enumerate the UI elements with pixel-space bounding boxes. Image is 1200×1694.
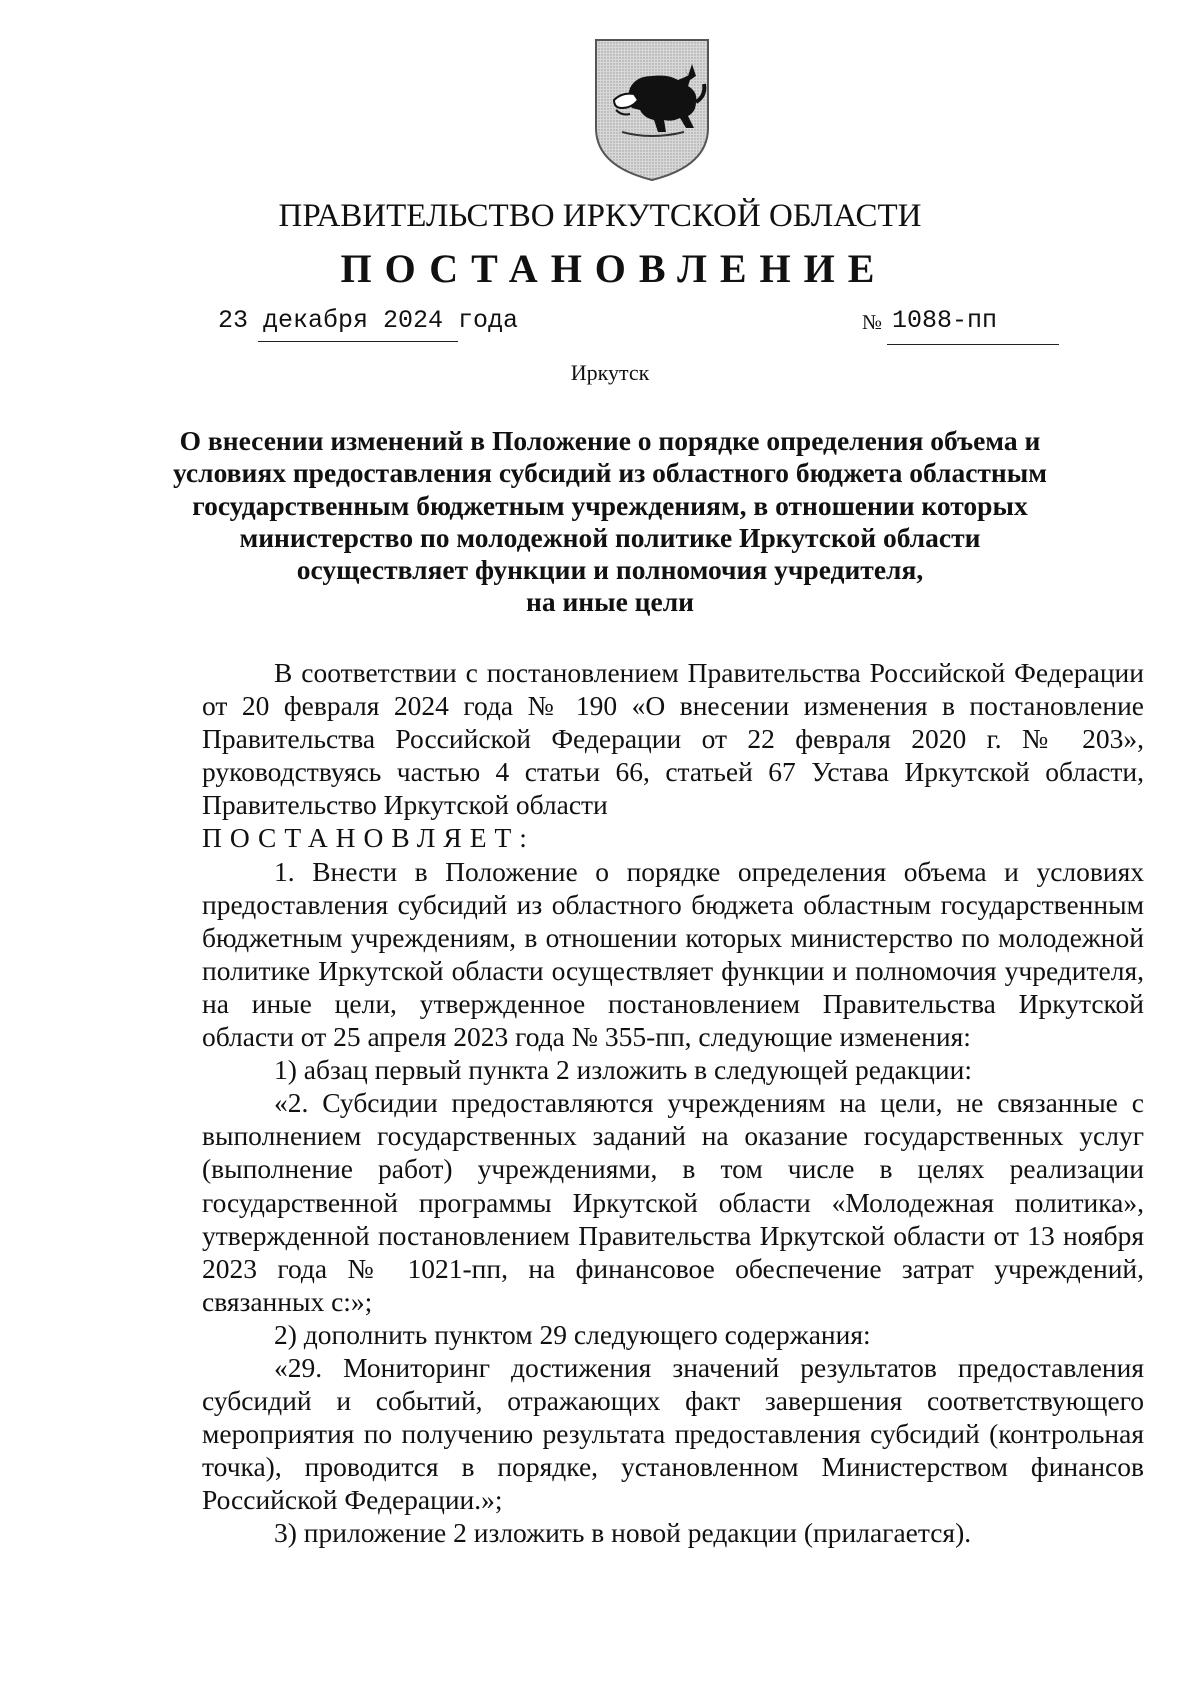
document-date: 23 декабря 2024 года <box>218 306 519 335</box>
item-1-paragraph: 1. Внести в Положение о порядке определения объема и условиях предоставления субсидий из областного бюджета областным государственным бюджетным учреждениям, в отношении которых министерство по молодежной политике Иркутской области осуществляет функции и полномочия учредителя, на иные цели, утвержденное постановлением Правительства Иркутской области от 25 апреля 2023 года № 355-пп, следующие изменения: <box>202 855 1144 1053</box>
title-line: О внесении изменений в Положение о порядке определения объема и <box>179 425 1041 456</box>
document-title <box>150 425 1070 619</box>
subitem-2-text-paragraph: «29. Мониторинг достижения значений результатов предоставления субсидий и событий, отражающих факт завершения соответствующего мероприятия по получению результата предоставления субсидий (контрольная точка), проводится в порядке, установленном Министерством финансов Российской Федерации.»; <box>202 1351 1144 1516</box>
document-number-block <box>862 306 997 337</box>
title-line: на иные цели <box>525 586 695 618</box>
subitem-2-paragraph: 2) дополнить пунктом 29 следующего содержания: <box>274 1318 871 1350</box>
document-type: ПОСТАНОВЛЕНИЕ <box>340 246 888 291</box>
government-name: ПРАВИТЕЛЬСТВО ИРКУТСКОЙ ОБЛАСТИ <box>278 198 922 234</box>
document-number: 1088-пп <box>892 306 998 335</box>
title-line: условиях предоставления субсидий из областного бюджета областным <box>173 457 1047 489</box>
title-line: государственным бюджетным учреждениям, в отношении которых <box>192 489 1028 521</box>
preamble-paragraph: В соответствии с постановлением Правительства Российской Федерации от 20 февраля 2024 года № 190 «О внесении изменения в постановление Правительства Российской Федерации от 22 февраля 2020 г. № 203», руководствуясь частью 4 статьи 66, статьей 67 Устава Иркутской области, Правительство Иркутской области <box>202 657 1144 821</box>
date-underline <box>258 341 458 342</box>
number-sign: № <box>862 310 883 334</box>
subitem-3-paragraph: 3) приложение 2 изложить в новой редакции (прилагается). <box>274 1517 972 1549</box>
irkutsk-coat-of-arms-icon <box>592 36 712 184</box>
resolves-heading: ПОСТАНОВЛЯЕТ: <box>202 822 535 854</box>
document-body <box>202 656 1144 1550</box>
number-underline <box>887 344 1059 345</box>
title-line: осуществляет функции и полномочия учредителя, <box>296 554 924 586</box>
subitem-1-text-paragraph: «2. Субсидии предоставляются учреждениям на цели, не связанные с выполнением государственных заданий на оказание государственных услуг (выполнение работ) учреждениями, в том числе в целях реализации государственной программы Иркутской области «Молодежная политика», утвержденной постановлением Правительства Иркутской области от 13 ноября 2023 года № 1021-пп, на финансовое обеспечение затрат учреждений, связанных с:»; <box>202 1087 1144 1317</box>
subitem-1-paragraph: 1) абзац первый пункта 2 изложить в следующей редакции: <box>274 1054 972 1086</box>
document-city: Иркутск <box>570 360 650 385</box>
title-line: министерство по молодежной политике Иркутской области <box>239 521 981 553</box>
